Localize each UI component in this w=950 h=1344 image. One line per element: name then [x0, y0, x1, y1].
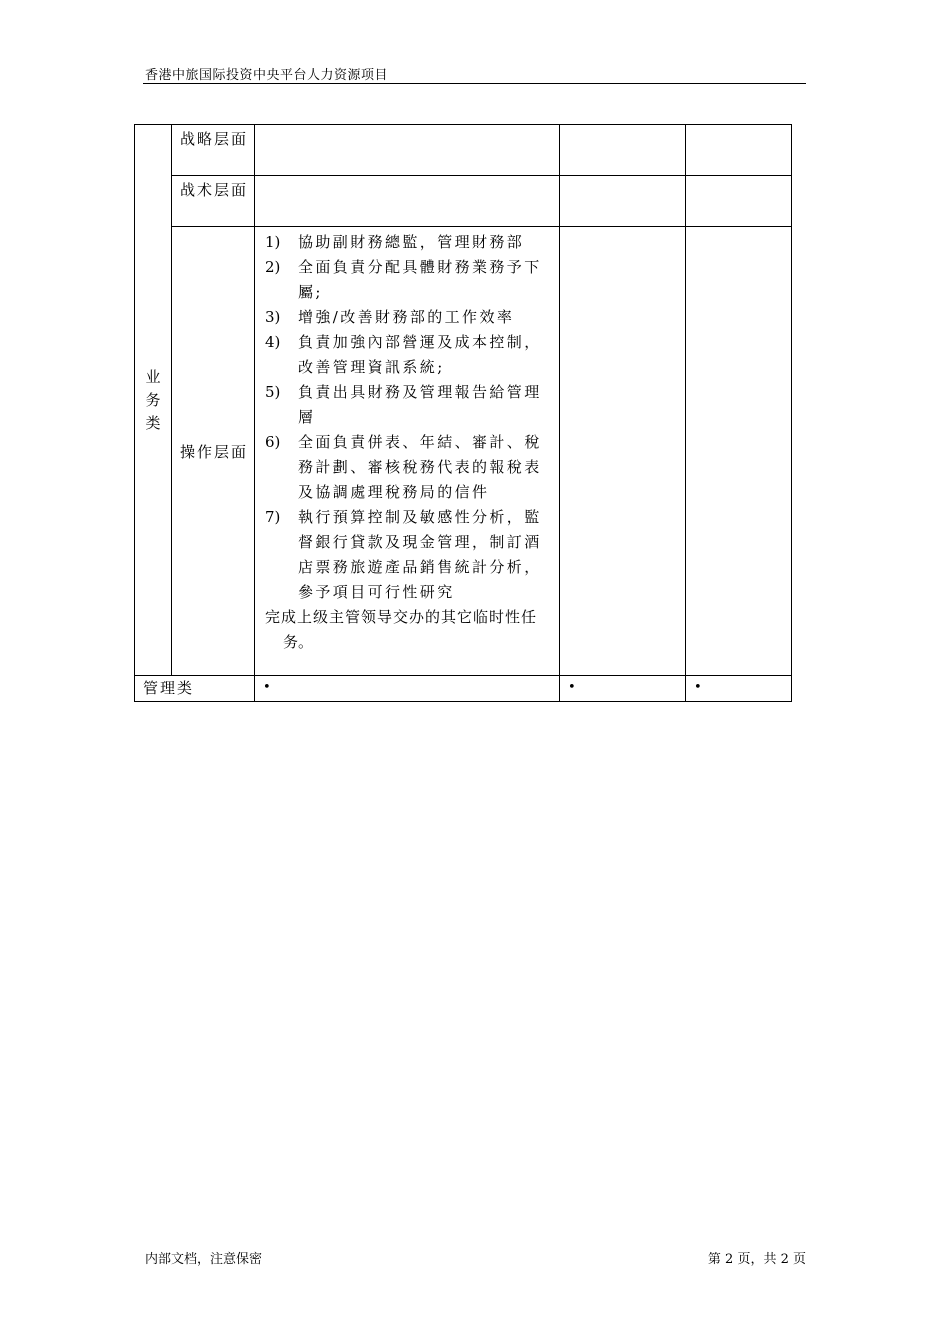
duty-text: 負責加強內部營運及成本控制，改善管理資訊系統; [298, 333, 542, 376]
category-label-business: 业务类 [145, 367, 161, 432]
duty-cell [255, 125, 560, 176]
list-item [265, 330, 553, 380]
bullet-cell [686, 676, 792, 702]
list-item [265, 255, 553, 305]
duty-number: 4) [265, 333, 281, 351]
category-cell-management [135, 676, 255, 702]
bullet-cell [560, 676, 686, 702]
blank-cell [560, 125, 686, 176]
level-label-tactical: 战术层面 [180, 181, 249, 199]
list-item [265, 505, 553, 605]
level-label-strategic: 战略层面 [180, 130, 249, 148]
duty-text: 協助副財務總監，管理財務部 [298, 233, 525, 251]
footer-page-number: 第 2 页，共 2 页 [707, 1252, 806, 1267]
extra-task-text: 完成上级主管领导交办的其它临时性任 [265, 608, 538, 626]
table-row [135, 125, 792, 176]
footer-confidential-note: 内部文档，注意保密 [145, 1252, 263, 1267]
duty-cell [255, 227, 560, 676]
table-row [135, 227, 792, 676]
category-cell-business [135, 125, 172, 676]
bullet-point: • [568, 680, 576, 695]
duty-number: 2) [265, 258, 281, 276]
blank-cell [560, 227, 686, 676]
table-row [135, 676, 792, 702]
list-item [265, 230, 553, 255]
bullet-point: • [263, 680, 271, 695]
document-header-title: 香港中旅国际投资中央平台人力资源项目 [145, 68, 389, 83]
level-label-operational: 操作层面 [180, 442, 249, 461]
duty-number: 7) [265, 508, 281, 526]
bullet-point: • [694, 680, 702, 695]
level-cell [172, 125, 255, 176]
duty-text: 執行預算控制及敏感性分析，監督銀行貸款及現金管理，制訂酒店票務旅遊產品銷售統計分析，參予項目可行性研究 [298, 508, 542, 601]
extra-task-text-continued: 务。 [283, 633, 314, 651]
duty-text: 全面負責分配具體財務業務予下屬; [298, 258, 542, 301]
blank-cell [686, 227, 792, 676]
job-duties-table [134, 124, 792, 702]
duty-number: 6) [265, 433, 281, 451]
level-cell [172, 176, 255, 227]
list-item [265, 305, 553, 330]
bullet-cell [255, 676, 560, 702]
level-cell [172, 227, 255, 676]
table-row [135, 176, 792, 227]
duty-text: 全面負責併表、年結、審計、稅務計劃、審核稅務代表的報稅表及協調處理稅務局的信件 [298, 433, 542, 501]
duty-cell [255, 176, 560, 227]
duty-text: 負責出具財務及管理報告給管理層 [298, 383, 542, 426]
header-divider [143, 83, 806, 84]
category-label-management: 管理类 [143, 679, 195, 697]
blank-cell [686, 176, 792, 227]
duty-number: 3) [265, 308, 281, 326]
list-item [265, 380, 553, 430]
blank-cell [560, 176, 686, 227]
list-item [265, 430, 553, 505]
duty-text: 增強/改善財務部的工作效率 [298, 308, 515, 326]
duty-number: 1) [265, 233, 281, 251]
duty-number: 5) [265, 383, 281, 401]
blank-cell [686, 125, 792, 176]
duty-list [255, 227, 559, 663]
